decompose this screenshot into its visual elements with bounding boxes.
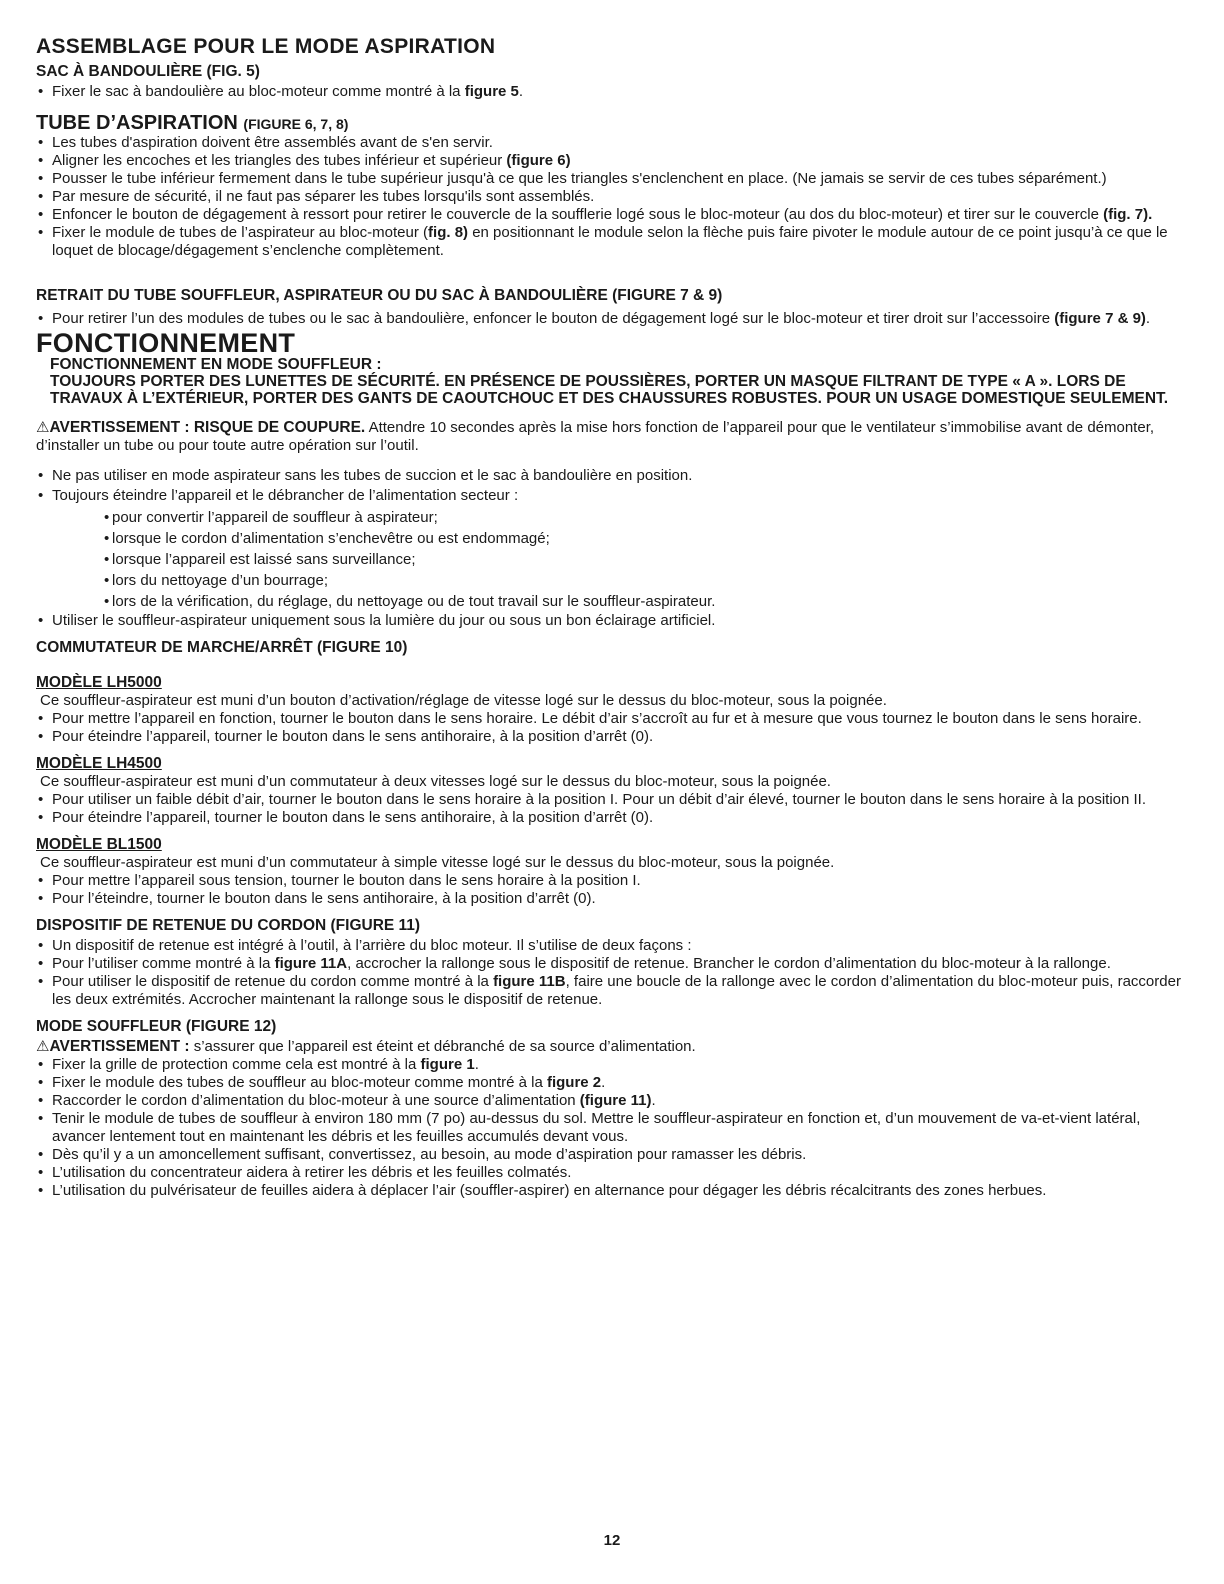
fonctionnement-subtitle: FONCTIONNEMENT EN MODE SOUFFLEUR : xyxy=(50,356,382,373)
tube-list xyxy=(36,134,1186,260)
list-item: • Pour éteindre l’appareil, tourner le bouton dans le sens antihoraire, à la position d’arrêt (0). xyxy=(36,728,1186,746)
fonctionnement-list-end xyxy=(36,612,1186,630)
list-item: • Fixer le module de tubes de l’aspirateur au bloc-moteur (fig. 8) en positionnant le module selon la flèche puis faire pivoter le module autour de ce point jusqu’à ce que le loquet de blocage/dégagement s’enclenche complètement. xyxy=(36,224,1186,260)
list-item: • Pour l’éteindre, tourner le bouton dans le sens antihoraire, à la position d’arrêt (0). xyxy=(36,890,1186,908)
model-bl1500-list xyxy=(36,872,1186,908)
page-number: 12 xyxy=(603,1532,621,1549)
list-item: • Tenir le module de tubes de souffleur à environ 180 mm (7 po) au-dessus du sol. Mettre le souffleur-aspirateur en fonction et, d’un mouvement de va-et-vient latéral, avancer lentement tout en maintenant les débris et les feuilles accumulés devant vous. xyxy=(36,1110,1186,1146)
list-item: • Ne pas utiliser en mode aspirateur sans les tubes de succion et le sac à bandoulière en position. xyxy=(36,467,1186,485)
model-bl1500-intro: Ce souffleur-aspirateur est muni d’un commutateur à simple vitesse logé sur le dessus du bloc-moteur, sous la poignée. xyxy=(40,854,835,871)
manual-page xyxy=(36,34,1186,1200)
sac-heading: SAC À BANDOULIÈRE (FIG. 5) xyxy=(36,63,260,80)
model-lh5000-list xyxy=(36,710,1186,746)
sub-list-item: • lorsque l’appareil est laissé sans surveillance; xyxy=(36,549,1186,570)
warning-icon: ⚠ xyxy=(36,419,50,436)
list-item: • Fixer la grille de protection comme cela est montré à la figure 1. xyxy=(36,1056,1186,1074)
fonctionnement-list xyxy=(36,467,1186,505)
list-item: • Pour utiliser un faible débit d’air, tourner le bouton dans le sens horaire à la position I. Pour un débit d’air élevé, tourner le bouton dans le sens horaire à la position II. xyxy=(36,791,1186,809)
assemblage-title: ASSEMBLAGE POUR LE MODE ASPIRATION xyxy=(36,35,496,58)
sub-list-item: • lorsque le cordon d’alimentation s’enchevêtre ou est endommagé; xyxy=(36,528,1186,549)
fonctionnement-title: FONCTIONNEMENT xyxy=(36,328,296,358)
list-item: • L’utilisation du concentrateur aidera à retirer les débris et les feuilles colmatés. xyxy=(36,1164,1186,1182)
sub-list-item: • lors du nettoyage d’un bourrage; xyxy=(36,570,1186,591)
souffleur-list xyxy=(36,1056,1186,1200)
list-item: • Aligner les encoches et les triangles des tubes inférieur et supérieur (figure 6) xyxy=(36,152,1186,170)
cordon-list xyxy=(36,937,1186,1009)
sac-list xyxy=(36,83,1186,101)
model-bl1500-heading: MODÈLE BL1500 xyxy=(36,836,162,853)
model-lh4500-heading: MODÈLE LH4500 xyxy=(36,755,162,772)
commutateur-heading: COMMUTATEUR DE MARCHE/ARRÊT (FIGURE 10) xyxy=(36,639,408,656)
model-lh5000-intro: Ce souffleur-aspirateur est muni d’un bouton d’activation/réglage de vitesse logé sur le dessus du bloc-moteur, sous la poignée. xyxy=(40,692,887,709)
retrait-list xyxy=(36,310,1186,328)
fonctionnement-sublist xyxy=(36,507,1186,612)
model-lh5000-heading: MODÈLE LH5000 xyxy=(36,674,162,691)
sub-list-item: • pour convertir l’appareil de souffleur à aspirateur; xyxy=(36,507,1186,528)
cut-warning: ⚠AVERTISSEMENT : RISQUE DE COUPURE. Attendre 10 secondes après la mise hors fonction de l’appareil pour que le ventilateur s’immobilise avant de démonter, d’installer un tube ou pour toute autre opération sur l’outil. xyxy=(36,419,1155,454)
model-lh4500-list xyxy=(36,791,1186,827)
warning-icon: ⚠ xyxy=(36,1038,50,1055)
list-item: • Dès qu’il y a un amoncellement suffisant, convertissez, au besoin, au mode d’aspiration pour ramasser les débris. xyxy=(36,1146,1186,1164)
list-item: • Les tubes d'aspiration doivent être assemblés avant de s'en servir. xyxy=(36,134,1186,152)
safety-notice: TOUJOURS PORTER DES LUNETTES DE SÉCURITÉ. EN PRÉSENCE DE POUSSIÈRES, PORTER UN MASQUE FILTRANT DE TYPE « A ». LORS DE TRAVAUX À L’EXTÉRIEUR, PORTER DES GANTS DE CAOUTCHOUC ET DES CHAUSSURES ROBUSTES. POUR UN USAGE DOMESTIQUE SEULEMENT. xyxy=(50,373,1169,407)
list-item: • Enfoncer le bouton de dégagement à ressort pour retirer le couvercle de la soufflerie logé sous le bloc-moteur (au dos du bloc-moteur) et tirer sur le couvercle (fig. 7). xyxy=(36,206,1186,224)
list-item: • Raccorder le cordon d’alimentation du bloc-moteur à une source d’alimentation (figure 11). xyxy=(36,1092,1186,1110)
retrait-heading: RETRAIT DU TUBE SOUFFLEUR, ASPIRATEUR OU DU SAC À BANDOULIÈRE (FIGURE 7 & 9) xyxy=(36,287,723,304)
list-item: • Par mesure de sécurité, il ne faut pas séparer les tubes lorsqu'ils sont assemblés. xyxy=(36,188,1186,206)
list-item: • Pour l’utiliser comme montré à la figure 11A, accrocher la rallonge sous le dispositif de retenue. Brancher le cordon d’alimentation du bloc-moteur à la rallonge. xyxy=(36,955,1186,973)
model-lh4500-intro: Ce souffleur-aspirateur est muni d’un commutateur à deux vitesses logé sur le dessus du bloc-moteur, sous la poignée. xyxy=(40,773,831,790)
list-item: • Fixer le sac à bandoulière au bloc-moteur comme montré à la figure 5. xyxy=(36,83,1186,101)
list-item: • Un dispositif de retenue est intégré à l’outil, à l’arrière du bloc moteur. Il s’utilise de deux façons : xyxy=(36,937,1186,955)
tube-heading: TUBE D’ASPIRATION (FIGURE 6, 7, 8) xyxy=(36,112,349,134)
list-item: • L’utilisation du pulvérisateur de feuilles aidera à déplacer l’air (souffler-aspirer) en alternance pour dégager les débris récalcitrants des zones herbues. xyxy=(36,1182,1186,1200)
list-item: • Pour mettre l’appareil sous tension, tourner le bouton dans le sens horaire à la position I. xyxy=(36,872,1186,890)
list-item: • Pour éteindre l’appareil, tourner le bouton dans le sens antihoraire, à la position d’arrêt (0). xyxy=(36,809,1186,827)
list-item: • Utiliser le souffleur-aspirateur uniquement sous la lumière du jour ou sous un bon éclairage artificiel. xyxy=(36,612,1186,630)
list-item: • Toujours éteindre l’appareil et le débrancher de l’alimentation secteur : xyxy=(36,487,1186,505)
list-item: • Pour utiliser le dispositif de retenue du cordon comme montré à la figure 11B, faire une boucle de la rallonge avec le cordon d’alimentation du bloc-moteur puis, raccorder les deux extrémités. Accrocher maintenant la rallonge sous le dispositif de retenue. xyxy=(36,973,1186,1009)
list-item: • Pour retirer l’un des modules de tubes ou le sac à bandoulière, enfoncer le bouton de dégagement logé sur le bloc-moteur et tirer droit sur l’accessoire (figure 7 & 9). xyxy=(36,310,1186,328)
list-item: • Pour mettre l’appareil en fonction, tourner le bouton dans le sens horaire. Le débit d’air s’accroît au fur et à mesure que vous tournez le bouton dans le sens horaire. xyxy=(36,710,1186,728)
souffleur-heading: MODE SOUFFLEUR (FIGURE 12) xyxy=(36,1018,277,1035)
list-item: • Pousser le tube inférieur fermement dans le tube supérieur jusqu'à ce que les triangles s'enclenchent en place. (Ne jamais se servir de ces tubes séparément.) xyxy=(36,170,1186,188)
sub-list-item: • lors de la vérification, du réglage, du nettoyage ou de tout travail sur le souffleur-aspirateur. xyxy=(36,591,1186,612)
souffleur-warning: ⚠AVERTISSEMENT : s’assurer que l’appareil est éteint et débranché de sa source d’alimentation. xyxy=(36,1038,696,1055)
list-item: • Fixer le module des tubes de souffleur au bloc-moteur comme montré à la figure 2. xyxy=(36,1074,1186,1092)
cordon-heading: DISPOSITIF DE RETENUE DU CORDON (FIGURE 11) xyxy=(36,917,421,934)
